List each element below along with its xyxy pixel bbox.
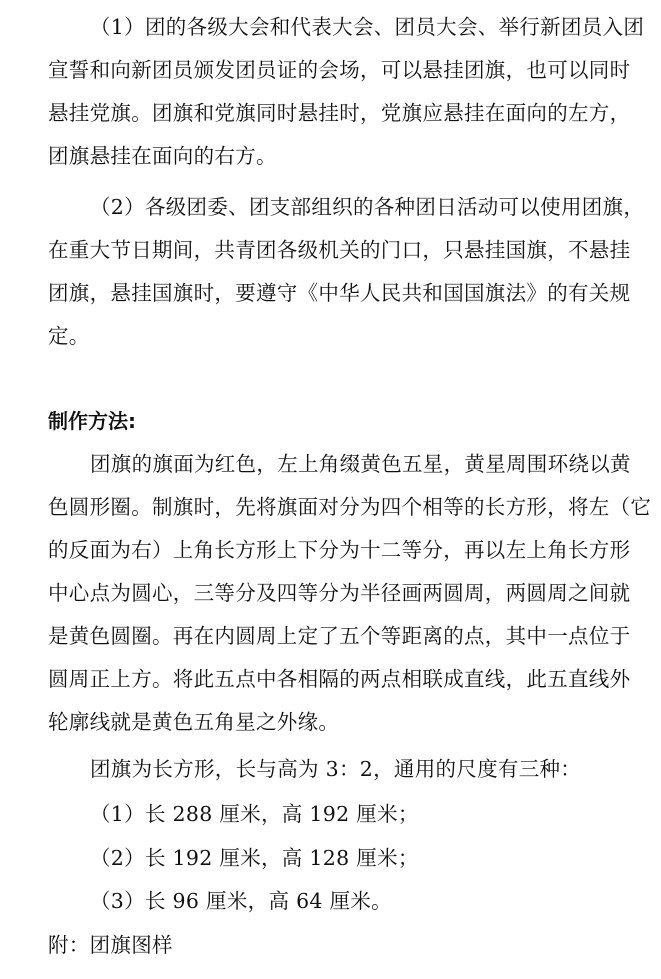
method-line-2: 色圆形圈。制旗时，先将旗面对分为四个相等的长方形，将左（它	[48, 495, 652, 519]
method-line-1: 团旗的旗面为红色，左上角缀黄色五星，黄星周围环绕以黄	[90, 452, 631, 476]
method-line-4: 中心点为圆心，三等分及四等分为半径画两圆周，两圆周之间就	[48, 581, 631, 605]
method-line-5: 是黄色圆圈。再在内圆周上定了五个等距离的点，其中一点位于	[48, 624, 631, 648]
paragraph-2-line-3: 团旗，悬挂国旗时，要遵守《中华人民共和国国旗法》的有关规	[48, 281, 631, 305]
paragraph-2-line-1: （2）各级团委、团支部组织的各种团日活动可以使用团旗，	[90, 195, 645, 219]
size-item-3: （3）长 96 厘米，高 64 厘米。	[90, 889, 392, 913]
paragraph-1-line-2: 宣誓和向新团员颁发团员证的会场，可以悬挂团旗，也可以同时	[48, 58, 631, 82]
method-line-3: 的反面为右）上角长方形上下分为十二等分，再以左上角长方形	[48, 538, 631, 562]
paragraph-1-line-3: 悬挂党旗。团旗和党旗同时悬挂时，党旗应悬挂在面向的左方，	[48, 101, 631, 125]
size-item-2: （2）长 192 厘米，高 128 厘米；	[90, 846, 419, 870]
paragraph-1-line-4: 团旗悬挂在面向的右方。	[48, 144, 277, 168]
method-line-6: 圆周正上方。将此五点中各相隔的两点相联成直线，此五直线外	[48, 667, 631, 691]
paragraph-1-line-1: （1）团的各级大会和代表大会、团员大会、举行新团员入团	[90, 15, 645, 39]
paragraph-2-line-2: 在重大节日期间，共青团各级机关的门口，只悬挂国旗，不悬挂	[48, 238, 631, 262]
paragraph-2-line-4: 定。	[48, 324, 90, 348]
appendix-line: 附：团旗图样	[48, 933, 173, 957]
method-line-7: 轮廓线就是黄色五角星之外缘。	[48, 710, 340, 734]
size-item-1: （1）长 288 厘米，高 192 厘米；	[90, 802, 419, 826]
section-heading: 制作方法:	[48, 409, 136, 433]
size-intro: 团旗为长方形，长与高为 3：2，通用的尺度有三种：	[90, 757, 582, 781]
